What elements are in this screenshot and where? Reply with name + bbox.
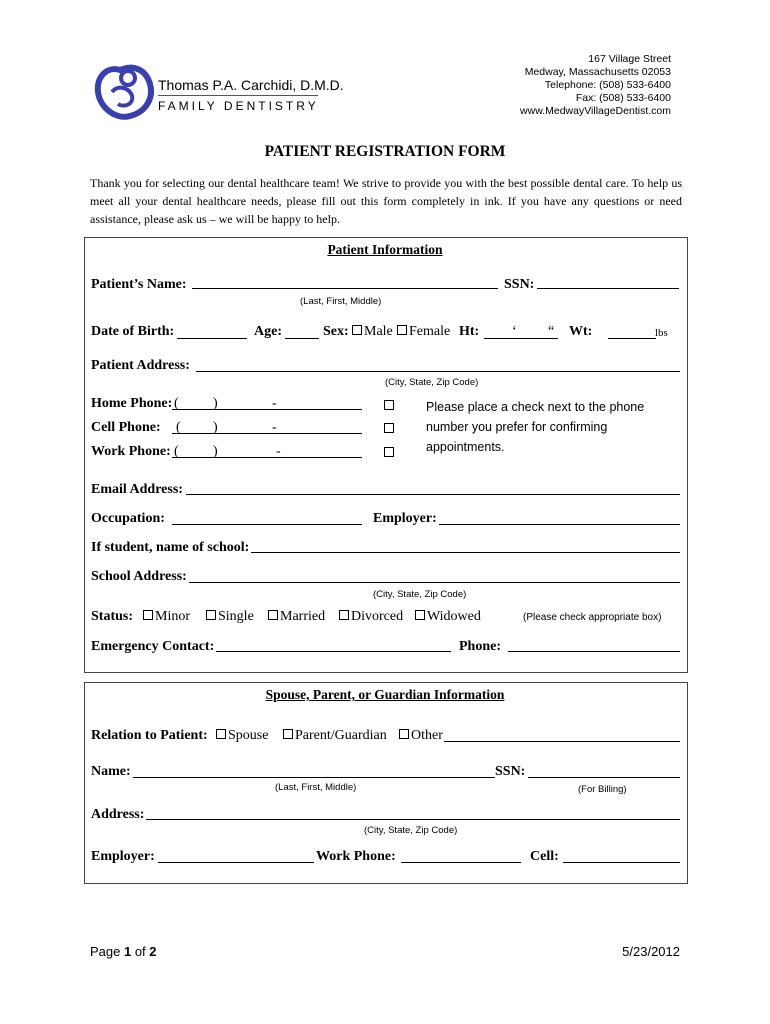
home-phone-close: ) [213,396,218,411]
sex-female-option[interactable] [397,324,450,340]
widowed-checkbox[interactable] [415,610,425,620]
home-phone-label: Home Phone: [91,396,173,411]
spouse-checkbox[interactable] [216,729,226,739]
weight-unit: lbs [655,327,668,339]
guardian-work-phone-field[interactable] [401,862,521,863]
emergency-contact-field[interactable] [216,651,451,652]
guardian-name-hint: (Last, First, Middle) [275,782,357,793]
divorced-label: Divorced [351,609,404,624]
dob-field[interactable] [177,338,247,339]
logo-divider [158,95,318,96]
patient-name-label: Patient’s Name: [91,277,187,292]
minor-checkbox[interactable] [143,610,153,620]
address-fax: Fax: (508) 533-6400 [575,92,671,104]
guardian-address-field[interactable] [146,819,680,820]
height-feet-mark: ‘ [512,324,517,339]
address-street: 167 Village Street [588,53,671,65]
status-widowed-option[interactable] [415,609,481,625]
weight-field[interactable] [608,338,656,339]
school-address-hint: (City, State, Zip Code) [373,589,467,600]
address-city: Medway, Massachusetts 02053 [524,66,671,78]
intro-text: Thank you for selecting our dental healthcare team! We strive to provide you with the best possible dental care. To help us meet all your dental healthcare needs, please fill out this form completely in ink. If you have any questions or need assistance, please ask us – we will be happy to help. [90,176,682,226]
guardian-ssn-label: SSN: [495,764,526,779]
cell-phone-preferred-checkbox[interactable] [384,423,394,433]
guardian-employer-label: Employer: [91,849,155,864]
email-label: Email Address: [91,482,183,497]
weight-label: Wt: [569,324,593,339]
height-inches-mark: “ [548,324,555,339]
patient-name-hint: (Last, First, Middle) [300,296,382,307]
emergency-contact-label: Emergency Contact: [91,639,215,654]
guardian-info-heading: Spouse, Parent, or Guardian Information [265,687,505,702]
status-hint: (Please check appropriate box) [523,612,662,623]
cell-phone-close: ) [213,420,218,435]
sex-male-option[interactable] [352,324,393,340]
single-label: Single [218,609,254,624]
work-phone-field[interactable] [172,457,362,458]
guardian-ssn-hint: (For Billing) [578,784,627,795]
work-phone-open: ( [174,444,179,459]
married-checkbox[interactable] [268,610,278,620]
guardian-cell-label: Cell: [530,849,559,864]
status-married-option[interactable] [268,609,325,625]
cell-phone-label: Cell Phone: [91,420,161,435]
status-divorced-option[interactable] [339,609,403,625]
phone-preference-note: Please place a check next to the phone number you prefer for confirming appointments. [426,400,645,454]
work-phone-label: Work Phone: [91,444,171,459]
patient-ssn-label: SSN: [504,277,535,292]
patient-info-heading: Patient Information [327,242,443,257]
patient-name-field[interactable] [192,288,498,289]
patient-ssn-field[interactable] [537,288,679,289]
widowed-label: Widowed [427,609,481,624]
patient-address-hint: (City, State, Zip Code) [385,377,479,388]
relation-spouse-option[interactable] [216,728,268,744]
work-phone-preferred-checkbox[interactable] [384,447,394,457]
page-prefix: Page [90,944,124,959]
home-phone-dash: - [272,396,277,411]
status-label: Status: [91,609,134,624]
relation-parent-option[interactable] [283,728,387,744]
other-label: Other [411,728,443,743]
address-telephone: Telephone: (508) 533-6400 [544,79,671,91]
spouse-label: Spouse [228,728,269,743]
male-label: Male [364,324,393,339]
employer-label: Employer: [373,511,437,526]
practice-name: Thomas P.A. Carchidi, D.M.D. [158,77,344,93]
work-phone-dash: - [276,444,281,459]
female-checkbox[interactable] [397,325,407,335]
address-website[interactable]: www.MedwayVillageDentist.com [520,105,671,117]
occupation-field[interactable] [172,524,362,525]
cell-phone-dash: - [272,420,277,435]
form-date: 5/23/2012 [622,944,680,959]
divorced-checkbox[interactable] [339,610,349,620]
guardian-name-field[interactable] [133,777,495,778]
emergency-phone-field[interactable] [508,651,680,652]
employer-field[interactable] [439,524,680,525]
parent-guardian-label: Parent/Guardian [295,728,387,743]
school-address-field[interactable] [189,582,680,583]
relation-other-option[interactable] [399,728,443,744]
status-single-option[interactable] [206,609,254,625]
dob-label: Date of Birth: [91,324,175,339]
relation-label: Relation to Patient: [91,728,208,743]
guardian-work-phone-label: Work Phone: [316,849,396,864]
female-label: Female [409,324,451,339]
guardian-employer-field[interactable] [158,862,314,863]
parent-guardian-checkbox[interactable] [283,729,293,739]
guardian-address-hint: (City, State, Zip Code) [364,825,458,836]
guardian-ssn-field[interactable] [528,777,680,778]
height-field[interactable] [484,338,558,339]
relation-other-field[interactable] [444,741,680,742]
single-checkbox[interactable] [206,610,216,620]
practice-logo [90,62,344,124]
school-address-label: School Address: [91,569,187,584]
home-phone-field[interactable] [172,409,362,410]
age-label: Age: [254,324,282,339]
married-label: Married [280,609,326,624]
home-phone-open: ( [174,396,179,411]
cell-phone-open: ( [176,420,181,435]
height-label: Ht: [459,324,480,339]
page-current: 1 [123,944,132,959]
guardian-address-label: Address: [91,807,145,822]
patient-address-label: Patient Address: [91,358,190,373]
minor-label: Minor [155,609,190,624]
practice-subtitle: FAMILY DENTISTRY [158,99,319,113]
email-field[interactable] [186,494,680,495]
patient-address-field[interactable] [196,371,680,372]
status-minor-option[interactable] [143,609,190,625]
male-checkbox[interactable] [352,325,362,335]
home-phone-preferred-checkbox[interactable] [384,400,394,410]
guardian-name-label: Name: [91,764,131,779]
school-name-field[interactable] [251,552,680,553]
other-checkbox[interactable] [399,729,409,739]
sex-label: Sex: [323,324,349,339]
form-title: PATIENT REGISTRATION FORM [264,143,506,160]
occupation-label: Occupation: [91,511,165,526]
page-of: of [131,944,150,959]
page-number [90,944,157,959]
work-phone-close: ) [213,444,218,459]
page-total: 2 [149,944,157,959]
cell-phone-field[interactable] [172,433,362,434]
school-name-label: If student, name of school: [91,540,250,555]
age-field[interactable] [285,338,319,339]
practice-address [411,53,671,118]
emergency-phone-label: Phone: [459,639,501,654]
guardian-cell-field[interactable] [563,862,680,863]
family-logo-icon [90,62,160,124]
